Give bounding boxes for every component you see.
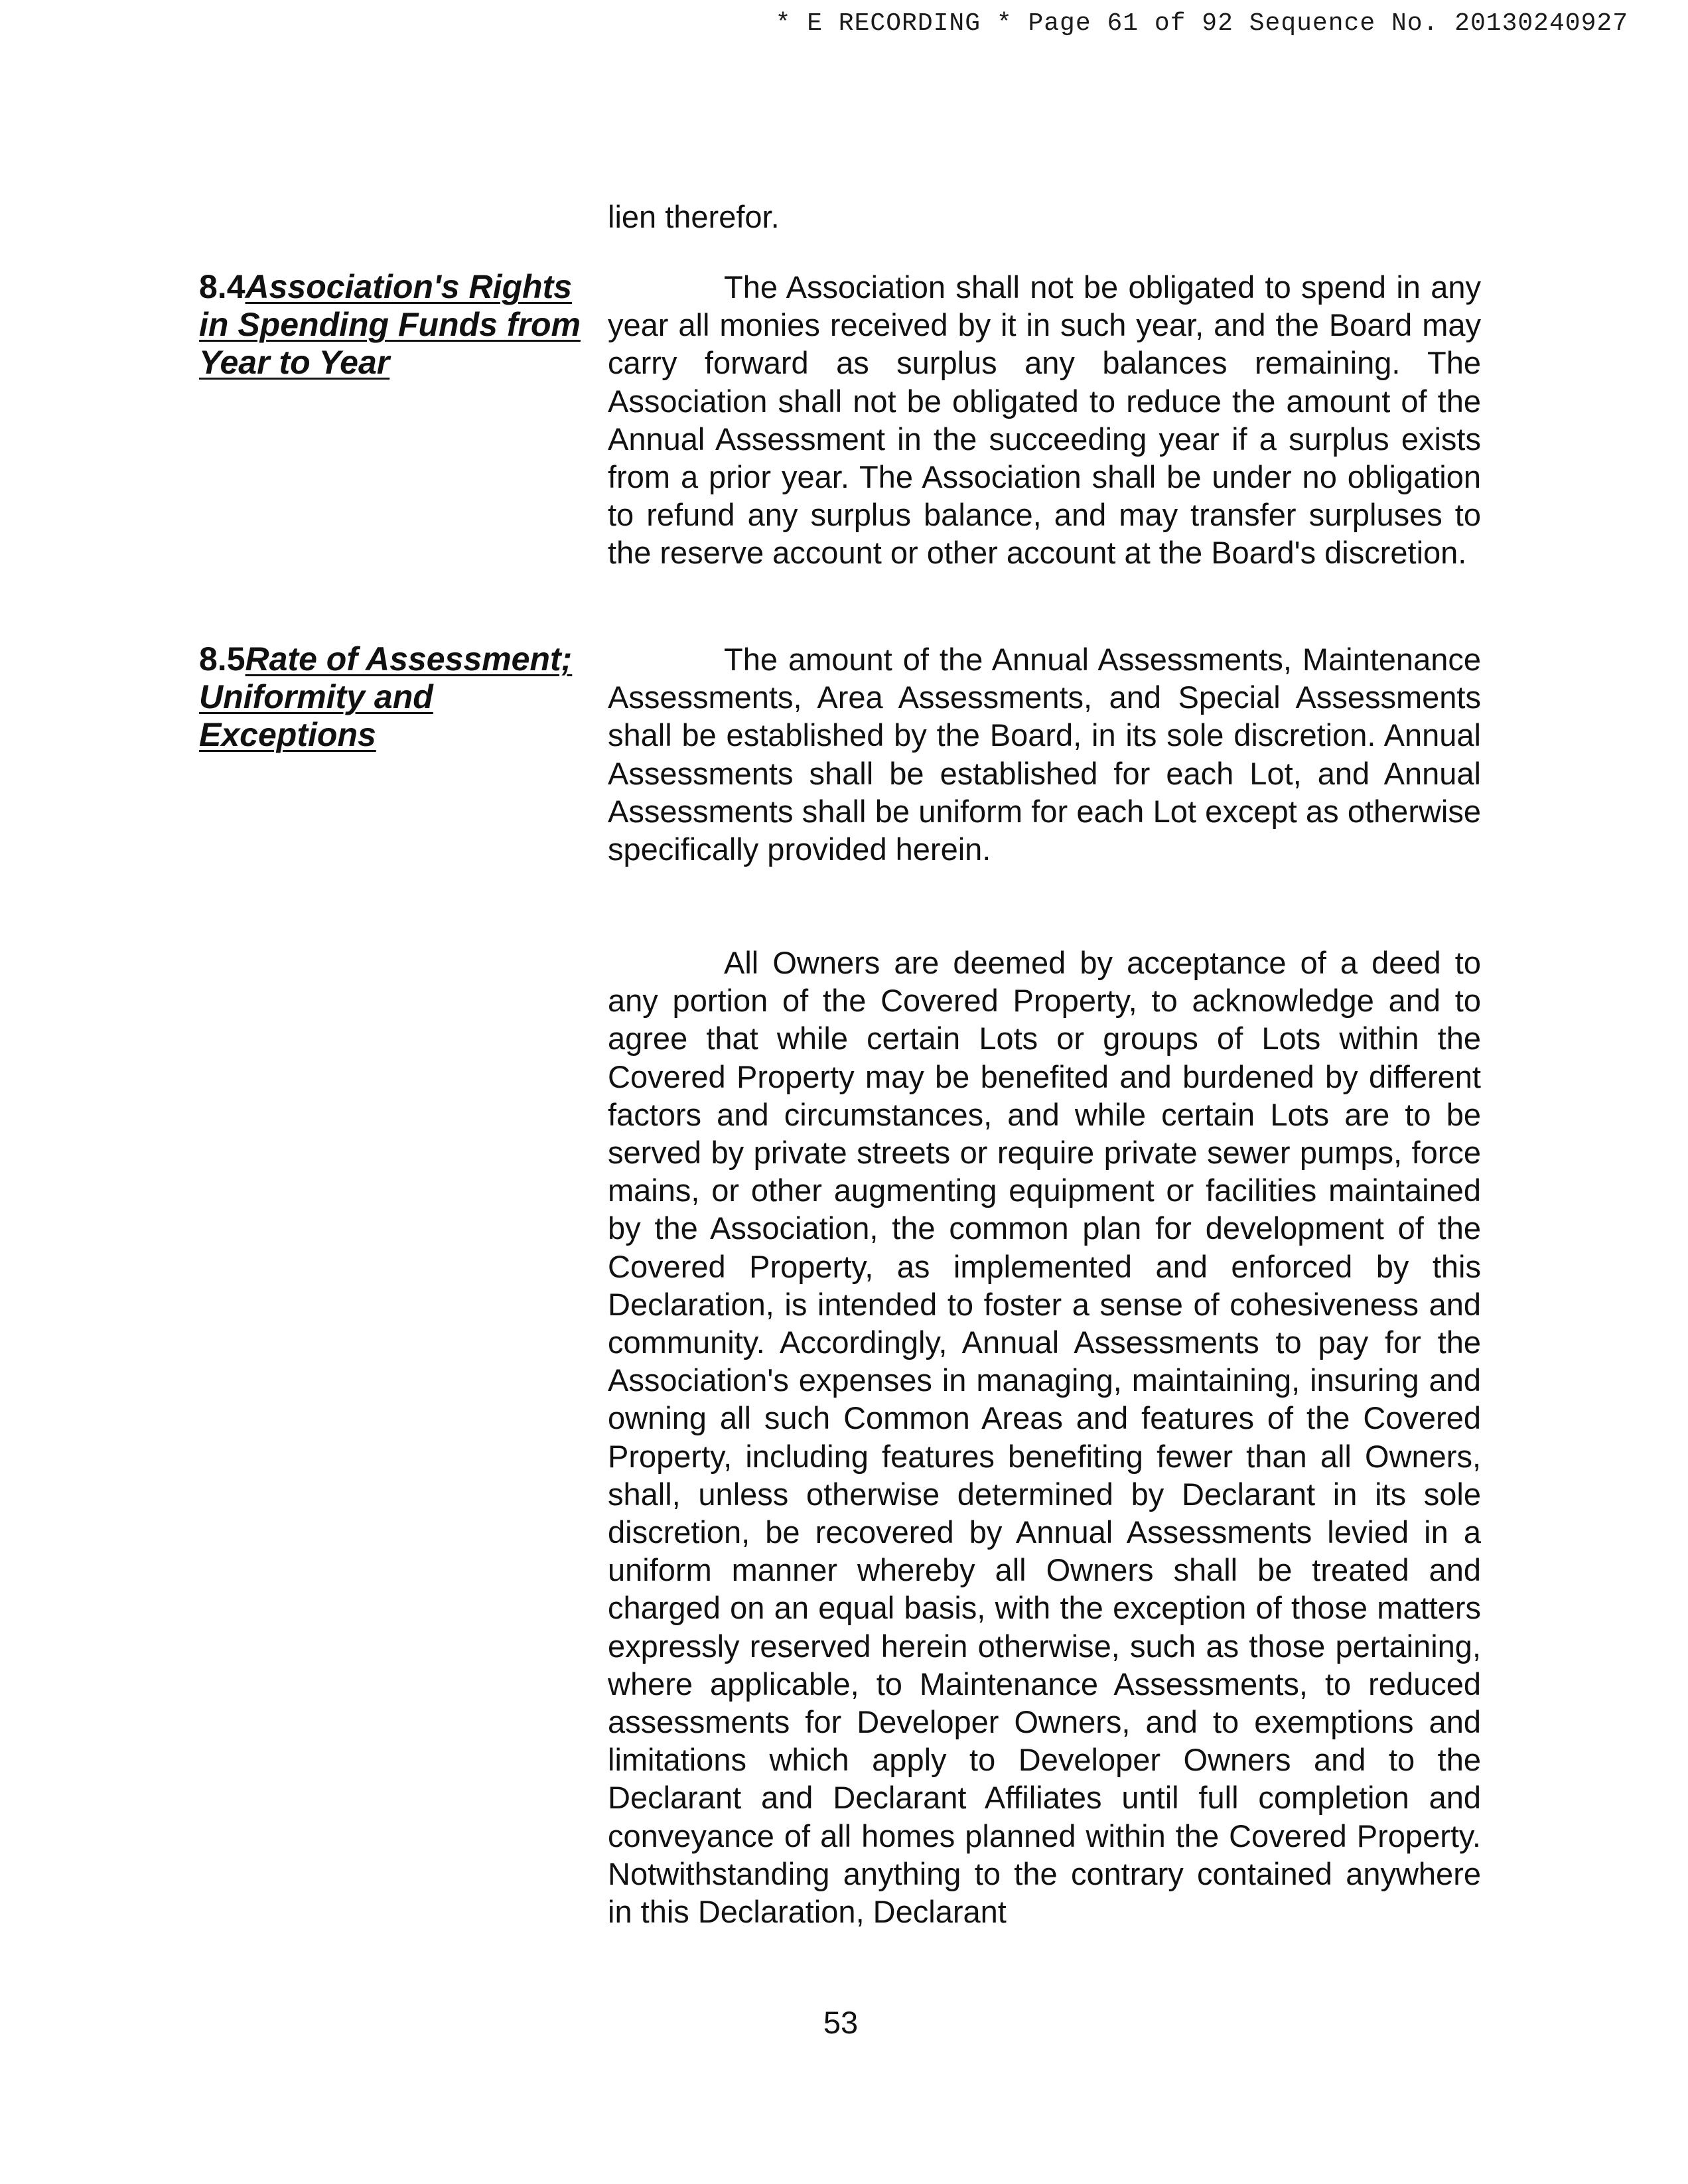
continuation-text: lien therefor. [608,199,780,234]
section-title: Association's Rights in Spending Funds from Year to Year [199,268,581,382]
section-heading-8-5 [199,640,584,755]
section-number: 8.4 [199,268,246,305]
page-number: 53 [823,2005,859,2040]
section-number: 8.5 [199,640,246,678]
section-8-5-paragraph-1: The amount of the Annual Assessments, Maintenance Assessments, Area Assessments, and Special Assessments shall be established by the Board, in its sole discretion. Annual Assessments shall be established for each Lot, and Annual Assessments shall be uniform for each Lot except as otherwise specifically provided herein. [608,642,1481,867]
section-8-4-paragraph: The Association shall not be obligated to spend in any year all monies received by it in such year, and the Board may carry forward as surplus any balances remaining. The Association shall not be obligated to reduce the amount of the Annual Assessment in the succeeding year if a surplus exists from a prior year. The Association shall be under no obligation to refund any surplus balance, and may transfer surpluses to the reserve account or other account at the Board's discretion. [608,269,1481,571]
section-title: Rate of Assessment; Uniformity and Exceptions [199,640,573,754]
section-heading-8-4 [199,268,584,382]
section-8-5-paragraph-2: All Owners are deemed by acceptance of a deed to any portion of the Covered Property, to acknowledge and to agree that while certain Lots or groups of Lots within the Covered Property may be benefited and burdened by different factors and circumstances, and while certain Lots are to be served by private streets or require private sewer pumps, force mains, or other augmenting equipment or facilities maintained by the Association, the common plan for development of the Covered Property, as implemented and enforced by this Declaration, is intended to foster a sense of cohesiveness and community. Accordingly, Annual Assessments to pay for the Association's expenses in managing, maintaining, insuring and owning all such Common Areas and features of the Covered Property, including features benefiting fewer than all Owners, shall, unless otherwise determined by Declarant in its sole discretion, be recovered by Annual Assessments levied in a uniform manner whereby all Owners shall be treated and charged on an equal basis, with the exception of those matters expressly reserved herein otherwise, such as those pertaining, where applicable, to Maintenance Assessments, to reduced assessments for Developer Owners, and to exemptions and limitations which apply to Developer Owners and to the Declarant and Declarant Affiliates until full completion and conveyance of all homes planned within the Covered Property. Notwithstanding anything to the contrary contained anywhere in this Declaration, Declarant [608,945,1481,1930]
recording-header: * E RECORDING * Page 61 of 92 Sequence No. 20130240927 [775,9,1628,38]
